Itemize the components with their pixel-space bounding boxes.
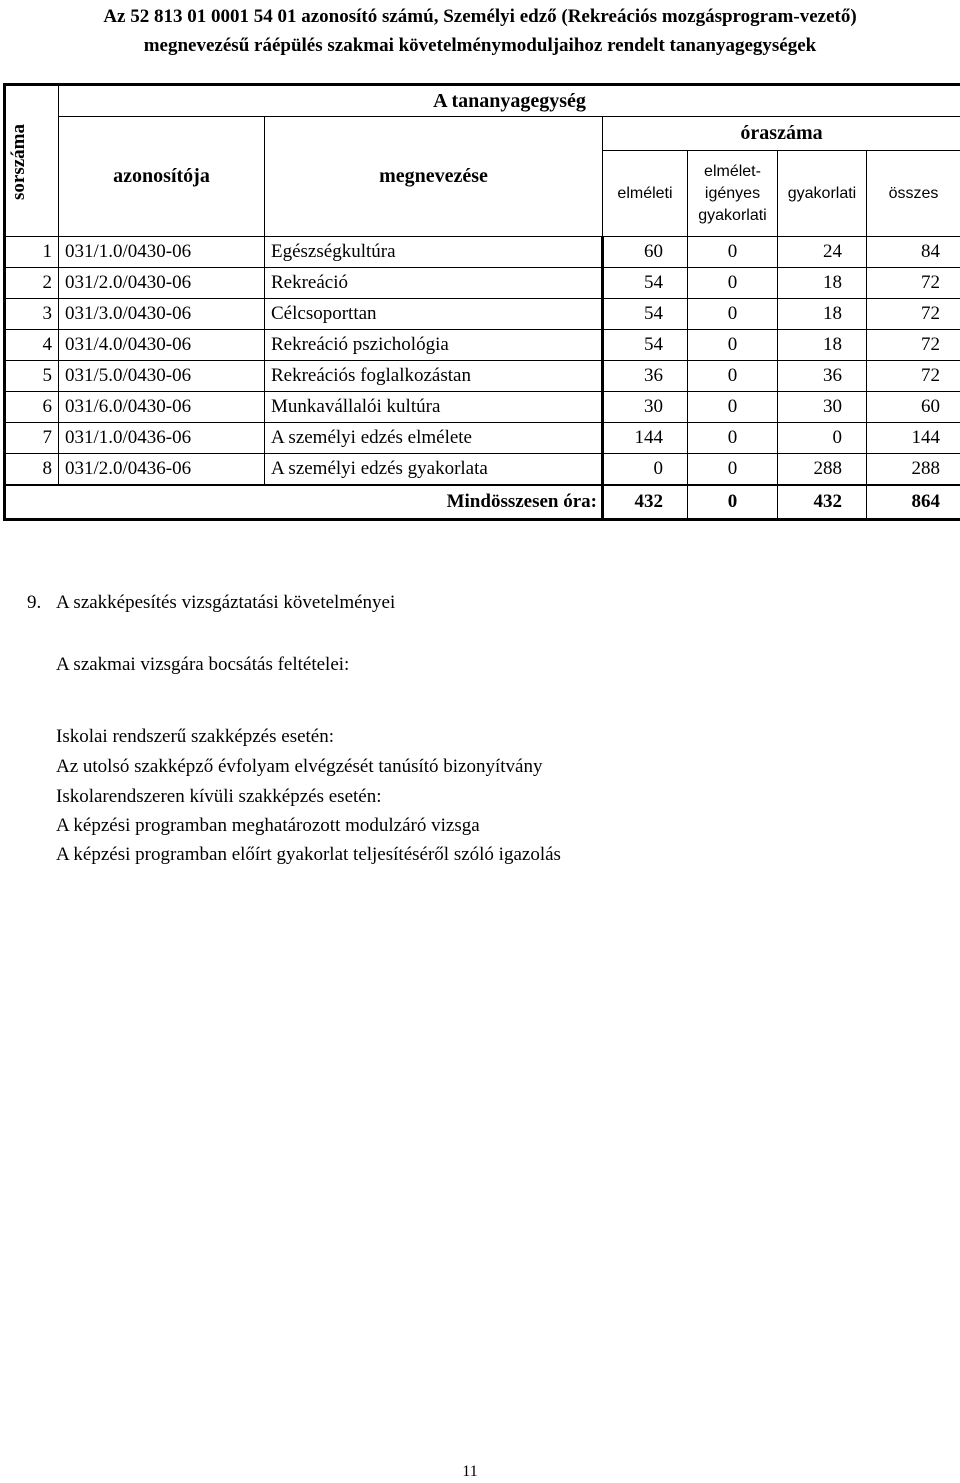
row-osszes: 144	[867, 423, 960, 454]
header-elmeletigenyes: elmélet- igényes gyakorlati	[688, 151, 778, 237]
row-elmeleti: 144	[603, 423, 688, 454]
row-gyakorlati: 18	[778, 299, 867, 330]
row-elmeleti: 54	[603, 299, 688, 330]
page-number: 11	[462, 1463, 478, 1480]
total-elmeletigenyes: 0	[688, 485, 778, 520]
row-number: 3	[5, 299, 59, 330]
row-gyakorlati: 18	[778, 330, 867, 361]
table-row	[5, 330, 960, 361]
row-elmeletigenyes: 0	[688, 454, 778, 486]
row-number: 6	[5, 392, 59, 423]
table-row	[5, 454, 960, 486]
row-number: 2	[5, 268, 59, 299]
row-osszes: 72	[867, 330, 960, 361]
section-title: A szakképesítés vizsgáztatási követelményei	[56, 592, 396, 613]
header-sorszama: sorszáma	[5, 85, 59, 237]
row-elmeleti: 54	[603, 268, 688, 299]
module-table	[3, 83, 960, 521]
row-elmeletigenyes: 0	[688, 299, 778, 330]
total-label: Mindösszesen óra:	[5, 485, 603, 520]
total-elmeleti: 432	[603, 485, 688, 520]
document-title	[0, 2, 960, 60]
title-line-1: Az 52 813 01 0001 54 01 azonosító számú, Személyi edző (Rekreációs mozgásprogram-vezető)	[103, 6, 857, 27]
table-row	[5, 392, 960, 423]
header-osszes: összes	[867, 151, 960, 237]
header-gyakorlati: gyakorlati	[778, 151, 867, 237]
row-number: 8	[5, 454, 59, 486]
row-name: Rekreáció pszichológia	[265, 330, 603, 361]
row-elmeletigenyes: 0	[688, 423, 778, 454]
header-elmeleti: elméleti	[603, 151, 688, 237]
row-name: A személyi edzés gyakorlata	[265, 454, 603, 486]
row-elmeleti: 0	[603, 454, 688, 486]
row-elmeleti: 30	[603, 392, 688, 423]
row-name: Munkavállalói kultúra	[265, 392, 603, 423]
row-gyakorlati: 36	[778, 361, 867, 392]
table-row	[5, 361, 960, 392]
total-row	[5, 485, 960, 520]
row-id: 031/2.0/0430-06	[59, 268, 265, 299]
row-elmeletigenyes: 0	[688, 392, 778, 423]
body-line: A képzési programban meghatározott modulzáró vizsga	[56, 815, 480, 836]
row-osszes: 72	[867, 268, 960, 299]
table-row	[5, 423, 960, 454]
row-number: 5	[5, 361, 59, 392]
row-elmeletigenyes: 0	[688, 237, 778, 268]
section-subtitle: A szakmai vizsgára bocsátás feltételei:	[56, 654, 350, 675]
row-elmeletigenyes: 0	[688, 330, 778, 361]
row-gyakorlati: 24	[778, 237, 867, 268]
row-number: 4	[5, 330, 59, 361]
total-osszes: 864	[867, 485, 960, 520]
header-azonositoja: azonosítója	[59, 117, 265, 237]
row-elmeleti: 54	[603, 330, 688, 361]
row-id: 031/4.0/0430-06	[59, 330, 265, 361]
header-oraszama: óraszáma	[603, 117, 960, 151]
row-osszes: 72	[867, 361, 960, 392]
row-name: Egészségkultúra	[265, 237, 603, 268]
table-row	[5, 299, 960, 330]
row-name: Rekreáció	[265, 268, 603, 299]
row-osszes: 288	[911, 458, 941, 479]
row-name: A személyi edzés elmélete	[265, 423, 603, 454]
row-gyakorlati: 18	[778, 268, 867, 299]
body-line: Az utolsó szakképző évfolyam elvégzését tanúsító bizonyítvány	[56, 756, 543, 777]
table-row	[5, 237, 960, 268]
row-name: Célcsoporttan	[265, 299, 603, 330]
row-gyakorlati: 288	[778, 454, 867, 486]
title-line-2: megnevezésű ráépülés szakmai követelménymodulјaihoz rendelt tananyagegységek	[143, 35, 817, 56]
row-id: 031/1.0/0430-06	[59, 237, 265, 268]
row-id: 031/2.0/0436-06	[59, 454, 265, 486]
row-elmeleti: 36	[603, 361, 688, 392]
row-id: 031/5.0/0430-06	[59, 361, 265, 392]
header-tananyagegyseg: A tananyagegység	[59, 85, 960, 117]
row-osszes: 72	[867, 299, 960, 330]
header-megnevezese: megnevezése	[265, 117, 603, 237]
row-number: 1	[5, 237, 59, 268]
table-row	[5, 268, 960, 299]
total-gyakorlati: 432	[778, 485, 867, 520]
row-id: 031/6.0/0430-06	[59, 392, 265, 423]
row-id: 031/1.0/0436-06	[59, 423, 265, 454]
body-line: Iskolarendszeren kívüli szakképzés esetén:	[56, 786, 382, 807]
row-elmeletigenyes: 0	[688, 361, 778, 392]
row-elmeletigenyes: 0	[688, 268, 778, 299]
row-number: 7	[5, 423, 59, 454]
row-name: Rekreációs foglalkozástan	[265, 361, 603, 392]
body-line: A képzési programban előírt gyakorlat teljesítéséről szóló igazolás	[56, 844, 561, 865]
section-number: 9.	[27, 592, 42, 613]
row-gyakorlati: 0	[778, 423, 867, 454]
row-id: 031/3.0/0430-06	[59, 299, 265, 330]
body-line: Iskolai rendszerű szakképzés esetén:	[56, 726, 335, 747]
row-elmeleti: 60	[603, 237, 688, 268]
row-osszes: 84	[867, 237, 960, 268]
row-gyakorlati: 30	[778, 392, 867, 423]
row-osszes: 60	[867, 392, 960, 423]
